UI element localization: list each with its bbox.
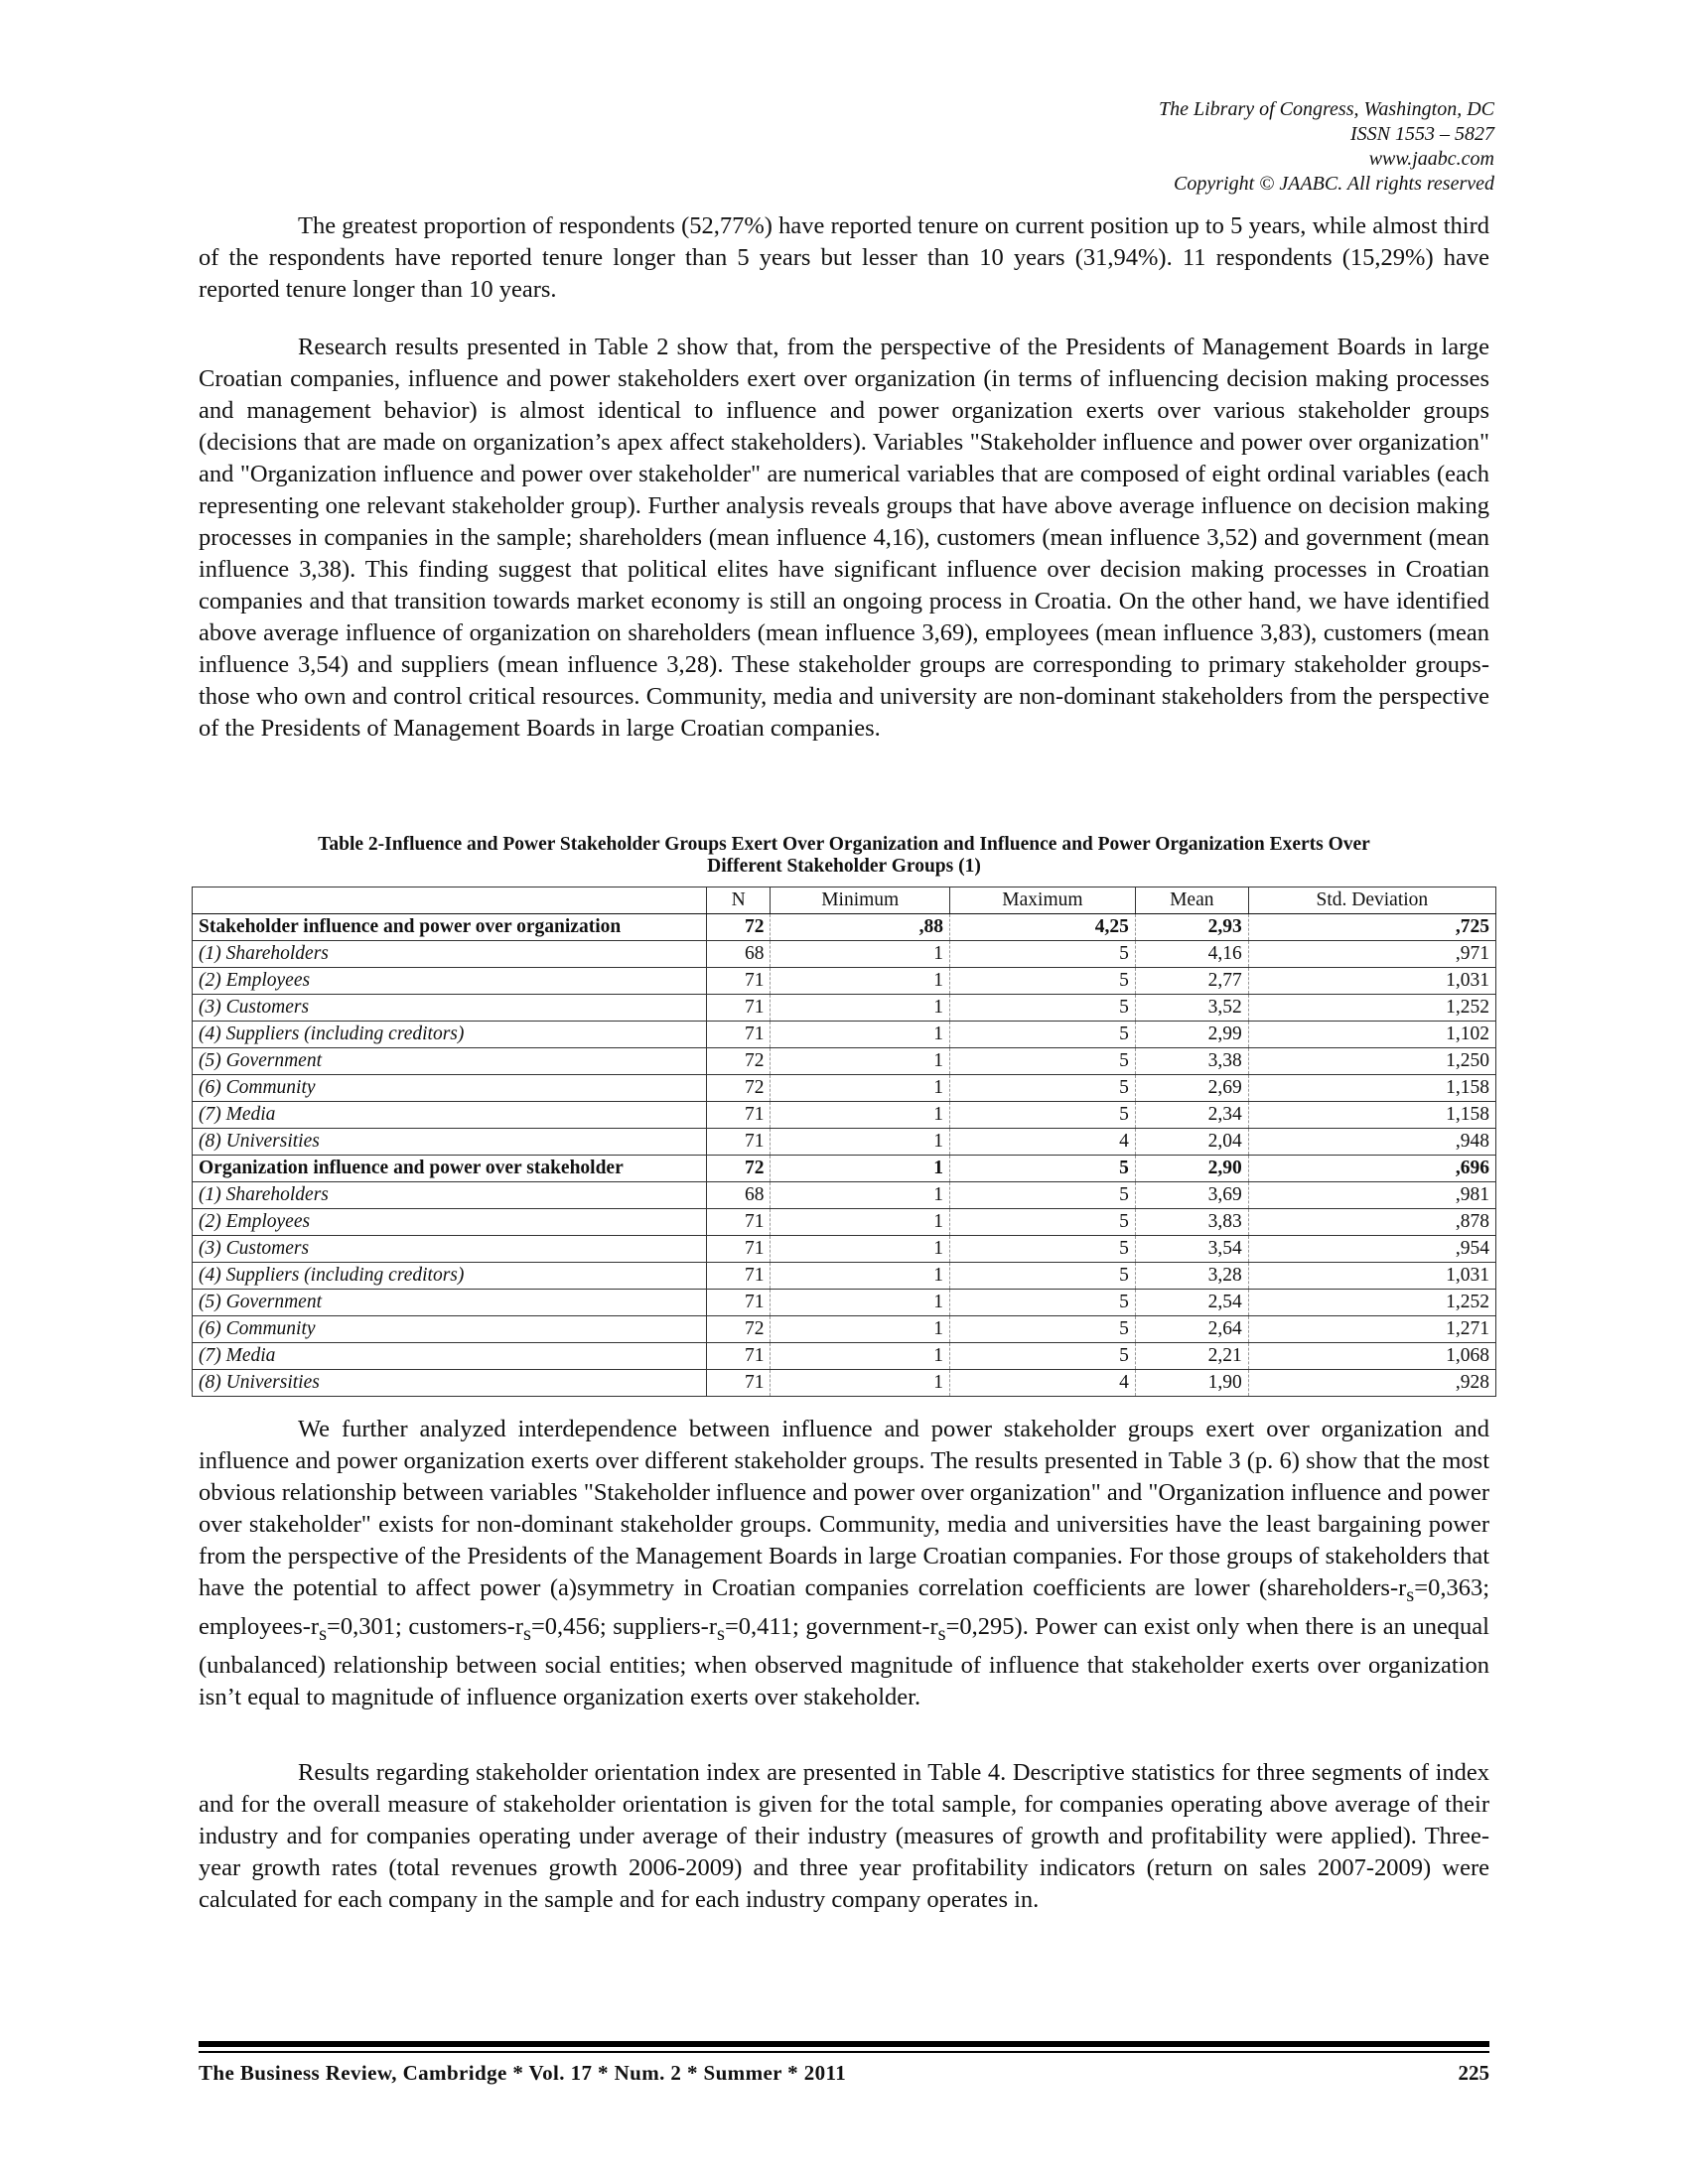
table-row	[193, 941, 1496, 968]
footer-rule-thin	[199, 2051, 1489, 2053]
cell-n: 71	[707, 1129, 771, 1156]
cell-mean: 2,93	[1135, 914, 1248, 941]
journal-footer: The Business Review, Cambridge * Vol. 17 * Num. 2 * Summer * 2011	[199, 2061, 847, 2085]
cell-std-deviation: 1,031	[1248, 1263, 1495, 1290]
cell-mean: 3,83	[1135, 1209, 1248, 1236]
cell-minimum: 1	[771, 1370, 950, 1397]
table-row	[193, 968, 1496, 995]
header-line-1: The Library of Congress, Washington, DC	[1158, 98, 1494, 120]
cell-mean: 2,21	[1135, 1343, 1248, 1370]
header-line-4: Copyright © JAABC. All rights reserved	[1174, 173, 1494, 195]
cell-std-deviation: ,948	[1248, 1129, 1495, 1156]
cell-maximum: 4	[949, 1370, 1135, 1397]
cell-std-deviation: 1,250	[1248, 1048, 1495, 1075]
cell-std-deviation: ,725	[1248, 914, 1495, 941]
column-header-label	[193, 887, 707, 914]
table-row	[193, 1075, 1496, 1102]
cell-mean: 3,69	[1135, 1182, 1248, 1209]
cell-n: 68	[707, 941, 771, 968]
cell-std-deviation: 1,252	[1248, 995, 1495, 1022]
cell-std-deviation: 1,252	[1248, 1290, 1495, 1316]
table-row	[193, 1236, 1496, 1263]
cell-label: (7) Media	[193, 1102, 707, 1129]
cell-maximum: 5	[949, 1209, 1135, 1236]
table-row	[193, 1316, 1496, 1343]
paragraph-interdependence: We further analyzed interdependence between influence and power stakeholder groups exert over organization and influence and power organization exerts over different stakeholder groups. The results presented in Table 3 (p. 6) show that the most obvious relationship between variables "Stakeholder influence and power over organization" and "Organization influence and power over stakeholder" exists for non-dominant stakeholder groups. Community, media and universities have the least bargaining power from the perspective of the Presidents of the Management Boards in large Croatian companies. For those groups of stakeholders that have the potential to affect power (a)symmetry in Croatian companies correlation coefficients are lower ($shareholders-r_s=0,363$; employees-$r_s=0,301$; customers-$r_s=0,456$; suppliers-$r_s=0,411$; government-$r_s=0,295$). Power can exist only when there is an unequal (unbalanced) relationship between social entities; when observed magnitude of influence that stakeholder exerts over organization isn’t equal to magnitude of influence organization exerts over stakeholder.	[199, 1416, 1489, 1710]
cell-maximum: 5	[949, 1290, 1135, 1316]
table-caption-line-2: Different Stakeholder Groups (1)	[707, 856, 981, 877]
cell-minimum: 1	[771, 1316, 950, 1343]
running-header	[1159, 97, 1494, 197]
cell-minimum: 1	[771, 1263, 950, 1290]
cell-label: (2) Employees	[193, 1209, 707, 1236]
cell-label: (1) Shareholders	[193, 1182, 707, 1209]
footer-rule-thick	[199, 2041, 1489, 2047]
cell-label: (1) Shareholders	[193, 941, 707, 968]
table-row	[193, 1022, 1496, 1048]
cell-n: 72	[707, 1075, 771, 1102]
cell-label: (2) Employees	[193, 968, 707, 995]
cell-maximum: 4,25	[949, 914, 1135, 941]
cell-mean: 3,54	[1135, 1236, 1248, 1263]
cell-maximum: 4	[949, 1129, 1135, 1156]
cell-label: (5) Government	[193, 1048, 707, 1075]
column-header-maximum: Maximum	[949, 887, 1135, 914]
cell-minimum: 1	[771, 1343, 950, 1370]
header-line-3: www.jaabc.com	[1368, 148, 1494, 170]
table-caption-line-1: Table 2-Influence and Power Stakeholder Groups Exert Over Organization and Influence and Power Organization Exerts Over	[318, 834, 1370, 855]
cell-label: (8) Universities	[193, 1370, 707, 1397]
cell-minimum: 1	[771, 1290, 950, 1316]
column-header-std-deviation: Std. Deviation	[1248, 887, 1495, 914]
cell-mean: 4,16	[1135, 941, 1248, 968]
cell-n: 72	[707, 1048, 771, 1075]
cell-std-deviation: ,878	[1248, 1209, 1495, 1236]
cell-n: 71	[707, 1102, 771, 1129]
cell-std-deviation: ,928	[1248, 1370, 1495, 1397]
cell-label: (7) Media	[193, 1343, 707, 1370]
cell-maximum: 5	[949, 995, 1135, 1022]
cell-n: 68	[707, 1182, 771, 1209]
cell-maximum: 5	[949, 1236, 1135, 1263]
column-header-mean: Mean	[1135, 887, 1248, 914]
cell-label: (4) Suppliers (including creditors)	[193, 1022, 707, 1048]
cell-maximum: 5	[949, 1048, 1135, 1075]
table-row	[193, 1048, 1496, 1075]
cell-label: (3) Customers	[193, 1236, 707, 1263]
cell-maximum: 5	[949, 1343, 1135, 1370]
cell-label: (4) Suppliers (including creditors)	[193, 1263, 707, 1290]
paragraph-tenure: The greatest proportion of respondents (52,77%) have reported tenure on current position up to 5 years, while almost third of the respondents have reported tenure longer than 5 years but lesser than 10 years (31,94%). 11 respondents (15,29%) have reported tenure longer than 10 years.	[199, 212, 1489, 303]
table-row	[193, 1343, 1496, 1370]
stakeholder-influence-table	[192, 887, 1496, 1397]
table-body	[193, 914, 1496, 1397]
table-row	[193, 1182, 1496, 1209]
paragraph-orientation-index: Results regarding stakeholder orientation index are presented in Table 4. Descriptive statistics for three segments of index and for the overall measure of stakeholder orientation is given for the total sample, for companies operating above average of their industry and for companies operating under average of their industry (measures of growth and profitability were applied). Three-year growth rates (total revenues growth 2006-2009) and three year profitability indicators (return on sales 2007-2009) were calculated for each company in the sample and for each industry company operates in.	[199, 1759, 1489, 1913]
cell-label: (6) Community	[193, 1316, 707, 1343]
cell-std-deviation: 1,102	[1248, 1022, 1495, 1048]
cell-n: 71	[707, 1290, 771, 1316]
cell-mean: 2,77	[1135, 968, 1248, 995]
cell-mean: 3,28	[1135, 1263, 1248, 1290]
cell-mean: 3,38	[1135, 1048, 1248, 1075]
cell-n: 71	[707, 1370, 771, 1397]
cell-std-deviation: 1,068	[1248, 1343, 1495, 1370]
cell-std-deviation: ,696	[1248, 1156, 1495, 1182]
table-row	[193, 995, 1496, 1022]
cell-maximum: 5	[949, 1316, 1135, 1343]
cell-minimum: 1	[771, 1075, 950, 1102]
cell-std-deviation: ,971	[1248, 941, 1495, 968]
cell-maximum: 5	[949, 1022, 1135, 1048]
cell-mean: 2,69	[1135, 1075, 1248, 1102]
cell-maximum: 5	[949, 1182, 1135, 1209]
cell-mean: 2,34	[1135, 1102, 1248, 1129]
cell-label: Stakeholder influence and power over organization	[193, 914, 707, 941]
cell-n: 71	[707, 995, 771, 1022]
cell-mean: 3,52	[1135, 995, 1248, 1022]
cell-minimum: 1	[771, 1182, 950, 1209]
cell-maximum: 5	[949, 1263, 1135, 1290]
cell-n: 71	[707, 1236, 771, 1263]
cell-mean: 1,90	[1135, 1370, 1248, 1397]
cell-n: 72	[707, 1156, 771, 1182]
cell-n: 71	[707, 1022, 771, 1048]
column-header-n: N	[707, 887, 771, 914]
header-line-2: ISSN 1553 – 5827	[1350, 123, 1494, 145]
cell-minimum: 1	[771, 1156, 950, 1182]
cell-maximum: 5	[949, 1156, 1135, 1182]
cell-minimum: 1	[771, 1022, 950, 1048]
page-number: 225	[1458, 2061, 1489, 2085]
cell-minimum: 1	[771, 1129, 950, 1156]
cell-minimum: 1	[771, 941, 950, 968]
table-row	[193, 1263, 1496, 1290]
cell-maximum: 5	[949, 968, 1135, 995]
cell-std-deviation: 1,271	[1248, 1316, 1495, 1343]
cell-std-deviation: 1,158	[1248, 1075, 1495, 1102]
cell-n: 72	[707, 914, 771, 941]
cell-minimum: ,88	[771, 914, 950, 941]
cell-n: 71	[707, 1209, 771, 1236]
table-row	[193, 1370, 1496, 1397]
cell-std-deviation: ,954	[1248, 1236, 1495, 1263]
cell-maximum: 5	[949, 1102, 1135, 1129]
cell-mean: 2,54	[1135, 1290, 1248, 1316]
cell-label: (3) Customers	[193, 995, 707, 1022]
cell-minimum: 1	[771, 968, 950, 995]
table-caption	[192, 834, 1496, 878]
cell-std-deviation: 1,158	[1248, 1102, 1495, 1129]
cell-mean: 2,04	[1135, 1129, 1248, 1156]
cell-label: (6) Community	[193, 1075, 707, 1102]
cell-n: 71	[707, 968, 771, 995]
cell-maximum: 5	[949, 941, 1135, 968]
table-header-row	[193, 887, 1496, 914]
cell-std-deviation: 1,031	[1248, 968, 1495, 995]
cell-std-deviation: ,981	[1248, 1182, 1495, 1209]
table-row	[193, 1129, 1496, 1156]
paragraph-table2-discussion: Research results presented in Table 2 show that, from the perspective of the Presidents of Management Boards in large Croatian companies, influence and power stakeholders exert over organization (in terms of influencing decision making processes and management behavior) is almost identical to influence and power organization exerts over various stakeholder groups (decisions that are made on organization’s apex affect stakeholders). Variables "Stakeholder influence and power over organization" and "Organization influence and power over stakeholder" are numerical variables that are composed of eight ordinal variables (each representing one relevant stakeholder group). Further analysis reveals groups that have above average influence on decision making processes in companies in the sample; shareholders (mean influence 4,16), customers (mean influence 3,52) and government (mean influence 3,38). This finding suggest that political elites have significant influence over decision making processes in Croatian companies and that transition towards market economy is still an ongoing process in Croatia. On the other hand, we have identified above average influence of organization on shareholders (mean influence 3,69), employees (mean influence 3,83), customers (mean influence 3,54) and suppliers (mean influence 3,28). These stakeholder groups are corresponding to primary stakeholder groups-those who own and control critical resources. Community, media and university are non-dominant stakeholders from the perspective of the Presidents of Management Boards in large Croatian companies.	[199, 334, 1489, 742]
table-group-row	[193, 1156, 1496, 1182]
column-header-minimum: Minimum	[771, 887, 950, 914]
cell-minimum: 1	[771, 1209, 950, 1236]
cell-minimum: 1	[771, 1236, 950, 1263]
cell-mean: 2,64	[1135, 1316, 1248, 1343]
cell-minimum: 1	[771, 1048, 950, 1075]
cell-n: 71	[707, 1263, 771, 1290]
table-row	[193, 1209, 1496, 1236]
table-row	[193, 1290, 1496, 1316]
table-row	[193, 1102, 1496, 1129]
cell-label: (5) Government	[193, 1290, 707, 1316]
cell-minimum: 1	[771, 995, 950, 1022]
cell-maximum: 5	[949, 1075, 1135, 1102]
cell-mean: 2,90	[1135, 1156, 1248, 1182]
cell-minimum: 1	[771, 1102, 950, 1129]
cell-label: Organization influence and power over stakeholder	[193, 1156, 707, 1182]
cell-n: 71	[707, 1343, 771, 1370]
cell-n: 72	[707, 1316, 771, 1343]
cell-mean: 2,99	[1135, 1022, 1248, 1048]
cell-label: (8) Universities	[193, 1129, 707, 1156]
table-group-row	[193, 914, 1496, 941]
